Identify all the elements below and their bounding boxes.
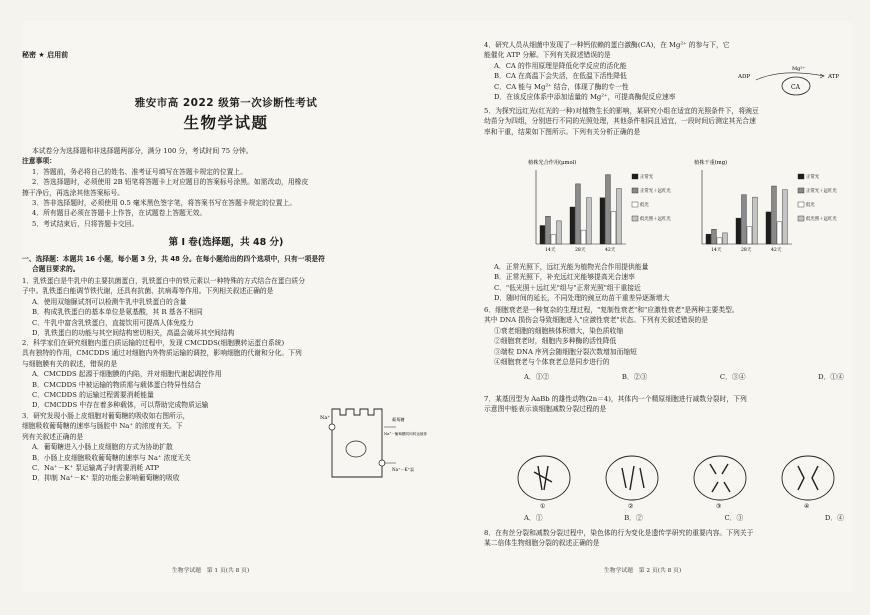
- na-label: Na⁺: [320, 415, 330, 421]
- option: D．在该反应体系中添加适量的 Mg²⁺，可提高酶促反应速率: [494, 93, 676, 102]
- x-tick-label: 28天: [575, 248, 586, 253]
- instruction-item: 1．答题前，务必将自己的姓名、准考证号填写在答题卡规定的位置上。: [32, 167, 248, 176]
- option: B．CA 在高温下会失活，在低温下活性降低: [494, 72, 627, 81]
- glucose-label: 葡萄糖: [392, 417, 405, 422]
- option: B．②③: [621, 373, 648, 381]
- atp-label: ATP: [828, 74, 840, 80]
- question-7: [484, 394, 850, 415]
- legend-label: 低光: [640, 203, 649, 208]
- bar: [546, 216, 551, 244]
- option: C．③④: [719, 373, 746, 381]
- question-3: [22, 411, 314, 484]
- page-2: [484, 22, 850, 592]
- bar: [777, 222, 782, 244]
- instruction-item: 3．答非选择题时，必须使用 0.5 毫米黑色签字笔，将答案书写在答题卡规定的位置上。: [32, 199, 297, 208]
- bar: [581, 230, 586, 244]
- question-2: [22, 338, 430, 411]
- symporter-label: Na⁺－葡萄糖同向转运载体: [384, 432, 428, 436]
- option: D．CMCDDS 中存在着多种载体，可以帮助完成物质运输: [32, 401, 209, 410]
- question-text: 子中。乳铁蛋白能调节铁代谢，还具有抗菌、抗病毒等作用。下列相关叙述正确的是: [22, 287, 274, 296]
- question-7-options: [524, 513, 844, 523]
- instruction-item: 擦干净后，再选涂其他答案标号。: [22, 188, 124, 197]
- bar: [617, 189, 622, 245]
- option: D．①④: [818, 373, 844, 381]
- legend-swatch: [632, 188, 638, 193]
- legend-label: 正常光: [640, 175, 654, 180]
- exam-sheet: [22, 22, 852, 592]
- bar: [766, 212, 771, 244]
- option: A．葡萄糖进入小肠上皮细胞的方式为协助扩散: [32, 443, 173, 452]
- adp-label: ADP: [738, 74, 751, 80]
- dry-weight-chart: [694, 158, 837, 253]
- option: C．"低光照＋远红光"组与"正常光照"组干重接近: [494, 283, 641, 292]
- question-text: 示意图中能表示该细胞减数分裂过程的是: [484, 405, 607, 414]
- bar: [753, 197, 758, 244]
- bar: [576, 184, 581, 244]
- question-text: 1．乳铁蛋白是牛乳中的主要抗菌蛋白，乳铁蛋白中的铁元素以一种特殊的方式结合在蛋白质分: [22, 277, 305, 285]
- instructions: [22, 146, 430, 229]
- cell-figure: [782, 456, 834, 510]
- question-8: [484, 528, 850, 549]
- legend-swatch: [632, 202, 638, 207]
- option: A．①②: [524, 373, 550, 381]
- pump-label: Na⁺－K⁺泵: [392, 467, 415, 472]
- cell-figure: [694, 456, 746, 510]
- legend-label: 正常光＋远红光: [806, 189, 837, 194]
- option: B．②: [624, 514, 643, 522]
- instruction-item: 2．答选择题时，必须使用 2B 铅笔将答题卡上对应题目的答案标号涂黑。如需改动，用橡皮: [32, 178, 309, 187]
- question-text: 能催化 ATP 分解。下列有关叙述错误的是: [484, 51, 611, 60]
- svg-text:③: ③: [716, 503, 722, 510]
- part1-intro-line: 一、选择题：本题共 16 小题，每小题 3 分，共 48 分。在每小题给出的四个选项中，只有一项是符: [22, 255, 325, 263]
- part1-intro-line: 合题目要求的。: [32, 265, 80, 274]
- q5-charts: [514, 156, 850, 260]
- legend-label: 正常光: [806, 175, 820, 180]
- option: A．CA 的作用原理是降低化学反应的活化能: [494, 61, 627, 70]
- subject-title: 生物学试题: [183, 114, 269, 132]
- part1-title: 第 Ⅰ 卷(选择题，共 48 分): [168, 237, 284, 248]
- option: C．③: [724, 514, 744, 522]
- option: C．牛乳中富含乳铁蛋白，直接饮用可提高人体免疫力: [32, 318, 194, 327]
- legend-swatch: [798, 216, 804, 221]
- bar: [540, 226, 545, 245]
- question-text: 某二倍体生物细胞分裂的叙述正确的是: [484, 539, 600, 548]
- bar: [712, 229, 717, 244]
- question-text: 6．细胞衰老是一种复杂的生理过程，"复制性衰老"和"应激性衰老"是两种主要类型。: [484, 306, 739, 314]
- question-text: 具有独特的作用，CMCDDS 通过对细胞内外物质运输的调控，影响细胞的代谢和分化。下列: [22, 349, 302, 358]
- option: D．乳铁蛋白的功能与其空间结构密切相关，高温会破坏其空间结构: [32, 329, 235, 338]
- legend-swatch: [798, 202, 804, 207]
- page-1: [22, 22, 430, 592]
- question-text: 5．为探究远红光(红光的一种)对植物生长的影响，某研究小组在适宜的光照条件下，将豌豆: [484, 107, 759, 115]
- option: A．使用双缩脲试剂可以检测牛乳中乳铁蛋白的含量: [32, 297, 187, 306]
- secret-label: 秘密 ★ 启用前: [22, 51, 69, 59]
- statement: ②细胞衰老时，细胞内多种酶的活性降低: [494, 337, 617, 346]
- question-6-options: [524, 372, 844, 382]
- legend-label: 低光照＋远红光: [806, 217, 837, 222]
- footer-page-1: 生物学试题 第 1 页(共 8 页): [172, 568, 250, 574]
- option: B．构成乳铁蛋白的基本单位是氨基酸，其 R 基各不相同: [32, 308, 203, 317]
- ca-label: CA: [791, 84, 800, 91]
- bar: [551, 235, 556, 244]
- bar: [587, 198, 592, 244]
- option: D．④: [824, 514, 844, 522]
- question-text: 3．研究发现小肠上皮细胞对葡萄糖的吸收如右图所示，: [22, 412, 190, 420]
- option: A．CMCDDS 起源于细胞膜的内陷，并对细胞代谢起调控作用: [32, 370, 222, 379]
- instructions-heading: 注意事项：: [22, 157, 56, 166]
- meiosis-cells-figure: [504, 450, 850, 510]
- bar: [747, 227, 752, 244]
- bar: [606, 175, 611, 244]
- svg-text:④: ④: [804, 503, 810, 510]
- legend-swatch: [798, 188, 804, 193]
- option: C．CMCDDS 的运输过程需要消耗能量: [32, 391, 154, 400]
- question-text: 率和干重，结果如下图所示。下列有关分析正确的是: [484, 127, 641, 136]
- part1-intro: [22, 254, 430, 275]
- option: D．抑制 Na⁺－K⁺ 泵的功能会影响葡萄糖的吸收: [32, 474, 180, 483]
- legend-swatch: [632, 216, 638, 221]
- legend-label: 正常光＋远红光: [640, 189, 671, 194]
- bar: [742, 195, 747, 244]
- question-text: 列有关叙述正确的是: [22, 432, 84, 441]
- cell-figure: [606, 456, 658, 510]
- cell-figure: [518, 456, 570, 510]
- option: A．正常光照下，远红光能为植物光合作用提供能量: [494, 263, 649, 271]
- svg-text:①: ①: [540, 503, 546, 510]
- instruction-item: 4．所有题目必须在答题卡上作答，在试题卷上答题无效。: [32, 209, 207, 218]
- option: B．正常光照下，补充远红光能够提高光合速率: [494, 273, 635, 282]
- legend-label: 低光: [806, 203, 815, 208]
- bar: [723, 233, 728, 244]
- question-6: [484, 305, 850, 367]
- option: B．CMCDDS 中被运输的物质需与载体蛋白特异性结合: [32, 380, 202, 389]
- bar: [717, 238, 722, 244]
- instructions-intro: 本试卷分为选择题和非选择题两部分，满分 100 分，考试时间 75 分钟。: [32, 147, 253, 155]
- option: A．①: [524, 514, 543, 522]
- chart-title: 植株光合作用(μmol): [528, 160, 577, 166]
- ca-reaction-figure: [734, 58, 850, 102]
- bar: [706, 234, 711, 244]
- svg-text:②: ②: [628, 503, 634, 510]
- x-tick-label: 28天: [741, 248, 752, 253]
- legend-swatch: [798, 174, 804, 179]
- instruction-item: 5．考试结束后，只将答题卡交回。: [32, 219, 139, 228]
- statement: ③端粒 DNA 序列会随细胞分裂次数增加而缩短: [494, 347, 637, 356]
- footer-page-2: 生物学试题 第 2 页(共 8 页): [604, 568, 682, 574]
- question-text: 4．研究人员从细菌中发现了一种钙依赖的蛋白激酶(CA)，在 Mg²⁺ 的参与下，它: [484, 41, 730, 49]
- question-1: [22, 276, 430, 338]
- question-text: 幼苗分为四组，分别进行不同的光照处理，其他条件相同且适宜，一段时间后测定其光合速: [484, 117, 756, 126]
- bar: [783, 190, 788, 244]
- option: C．CA 能与 Mg²⁺ 结合，体现了酶的专一性: [494, 82, 629, 91]
- legend-label: 低光照＋远红光: [640, 217, 671, 222]
- bar: [736, 218, 741, 244]
- legend-swatch: [632, 174, 638, 179]
- question-5: [484, 106, 850, 137]
- question-text: 细胞吸收葡萄糖的速率与肠腔中 Na⁺ 的浓度有关。下: [22, 422, 183, 431]
- chart-title: 植株干重(mg): [694, 160, 728, 166]
- x-tick-label: 42天: [771, 248, 782, 253]
- bar: [611, 212, 616, 244]
- x-tick-label: 14天: [711, 248, 722, 253]
- bar: [600, 198, 605, 244]
- question-text: 7．某基因型为 AaBb 的雄性动物(2n＝4)，其体内一个精原细胞进行减数分裂时，下列: [484, 395, 747, 403]
- question-text: 其中 DNA 损伤会导致细胞进入"应激性衰老"状态。下列有关叙述错误的是: [484, 316, 708, 325]
- question-5-options: [484, 262, 850, 304]
- intestine-cell-figure: [318, 405, 430, 487]
- photosynthesis-chart: [528, 158, 671, 253]
- option: D．随时间的延长，不同处理的豌豆幼苗干重差异逐渐增大: [494, 294, 670, 303]
- x-tick-label: 14天: [545, 248, 556, 253]
- bar: [570, 207, 575, 244]
- statement: ①衰老细胞的细胞核体积增大，染色质收缩: [494, 326, 624, 335]
- exam-title: 雅安市高 2022 级第一次诊断性考试: [134, 97, 318, 109]
- question-text: 与细胞膜有关的叙述，错误的是: [22, 359, 118, 368]
- x-tick-label: 42天: [605, 248, 616, 253]
- question-text: 8．在有丝分裂和减数分裂过程中，染色体的行为变化是遗传学研究的重要内容。下列关于: [484, 529, 754, 537]
- mg-label: Mg²⁺: [792, 66, 805, 72]
- option: B．小肠上皮细胞吸收葡萄糖的速率与 Na⁺ 浓度无关: [32, 453, 191, 462]
- option: C．Na⁺－K⁺ 泵运输离子时需要消耗 ATP: [32, 464, 159, 473]
- statement: ④细胞衰老与个体衰老总是同步进行的: [494, 358, 610, 367]
- bar: [772, 186, 777, 244]
- bar: [557, 221, 562, 244]
- question-text: 2．科学家们在研究细胞内蛋白质运输的过程中，发现 CMCDDS(细胞膜转运蛋白系统): [22, 339, 285, 347]
